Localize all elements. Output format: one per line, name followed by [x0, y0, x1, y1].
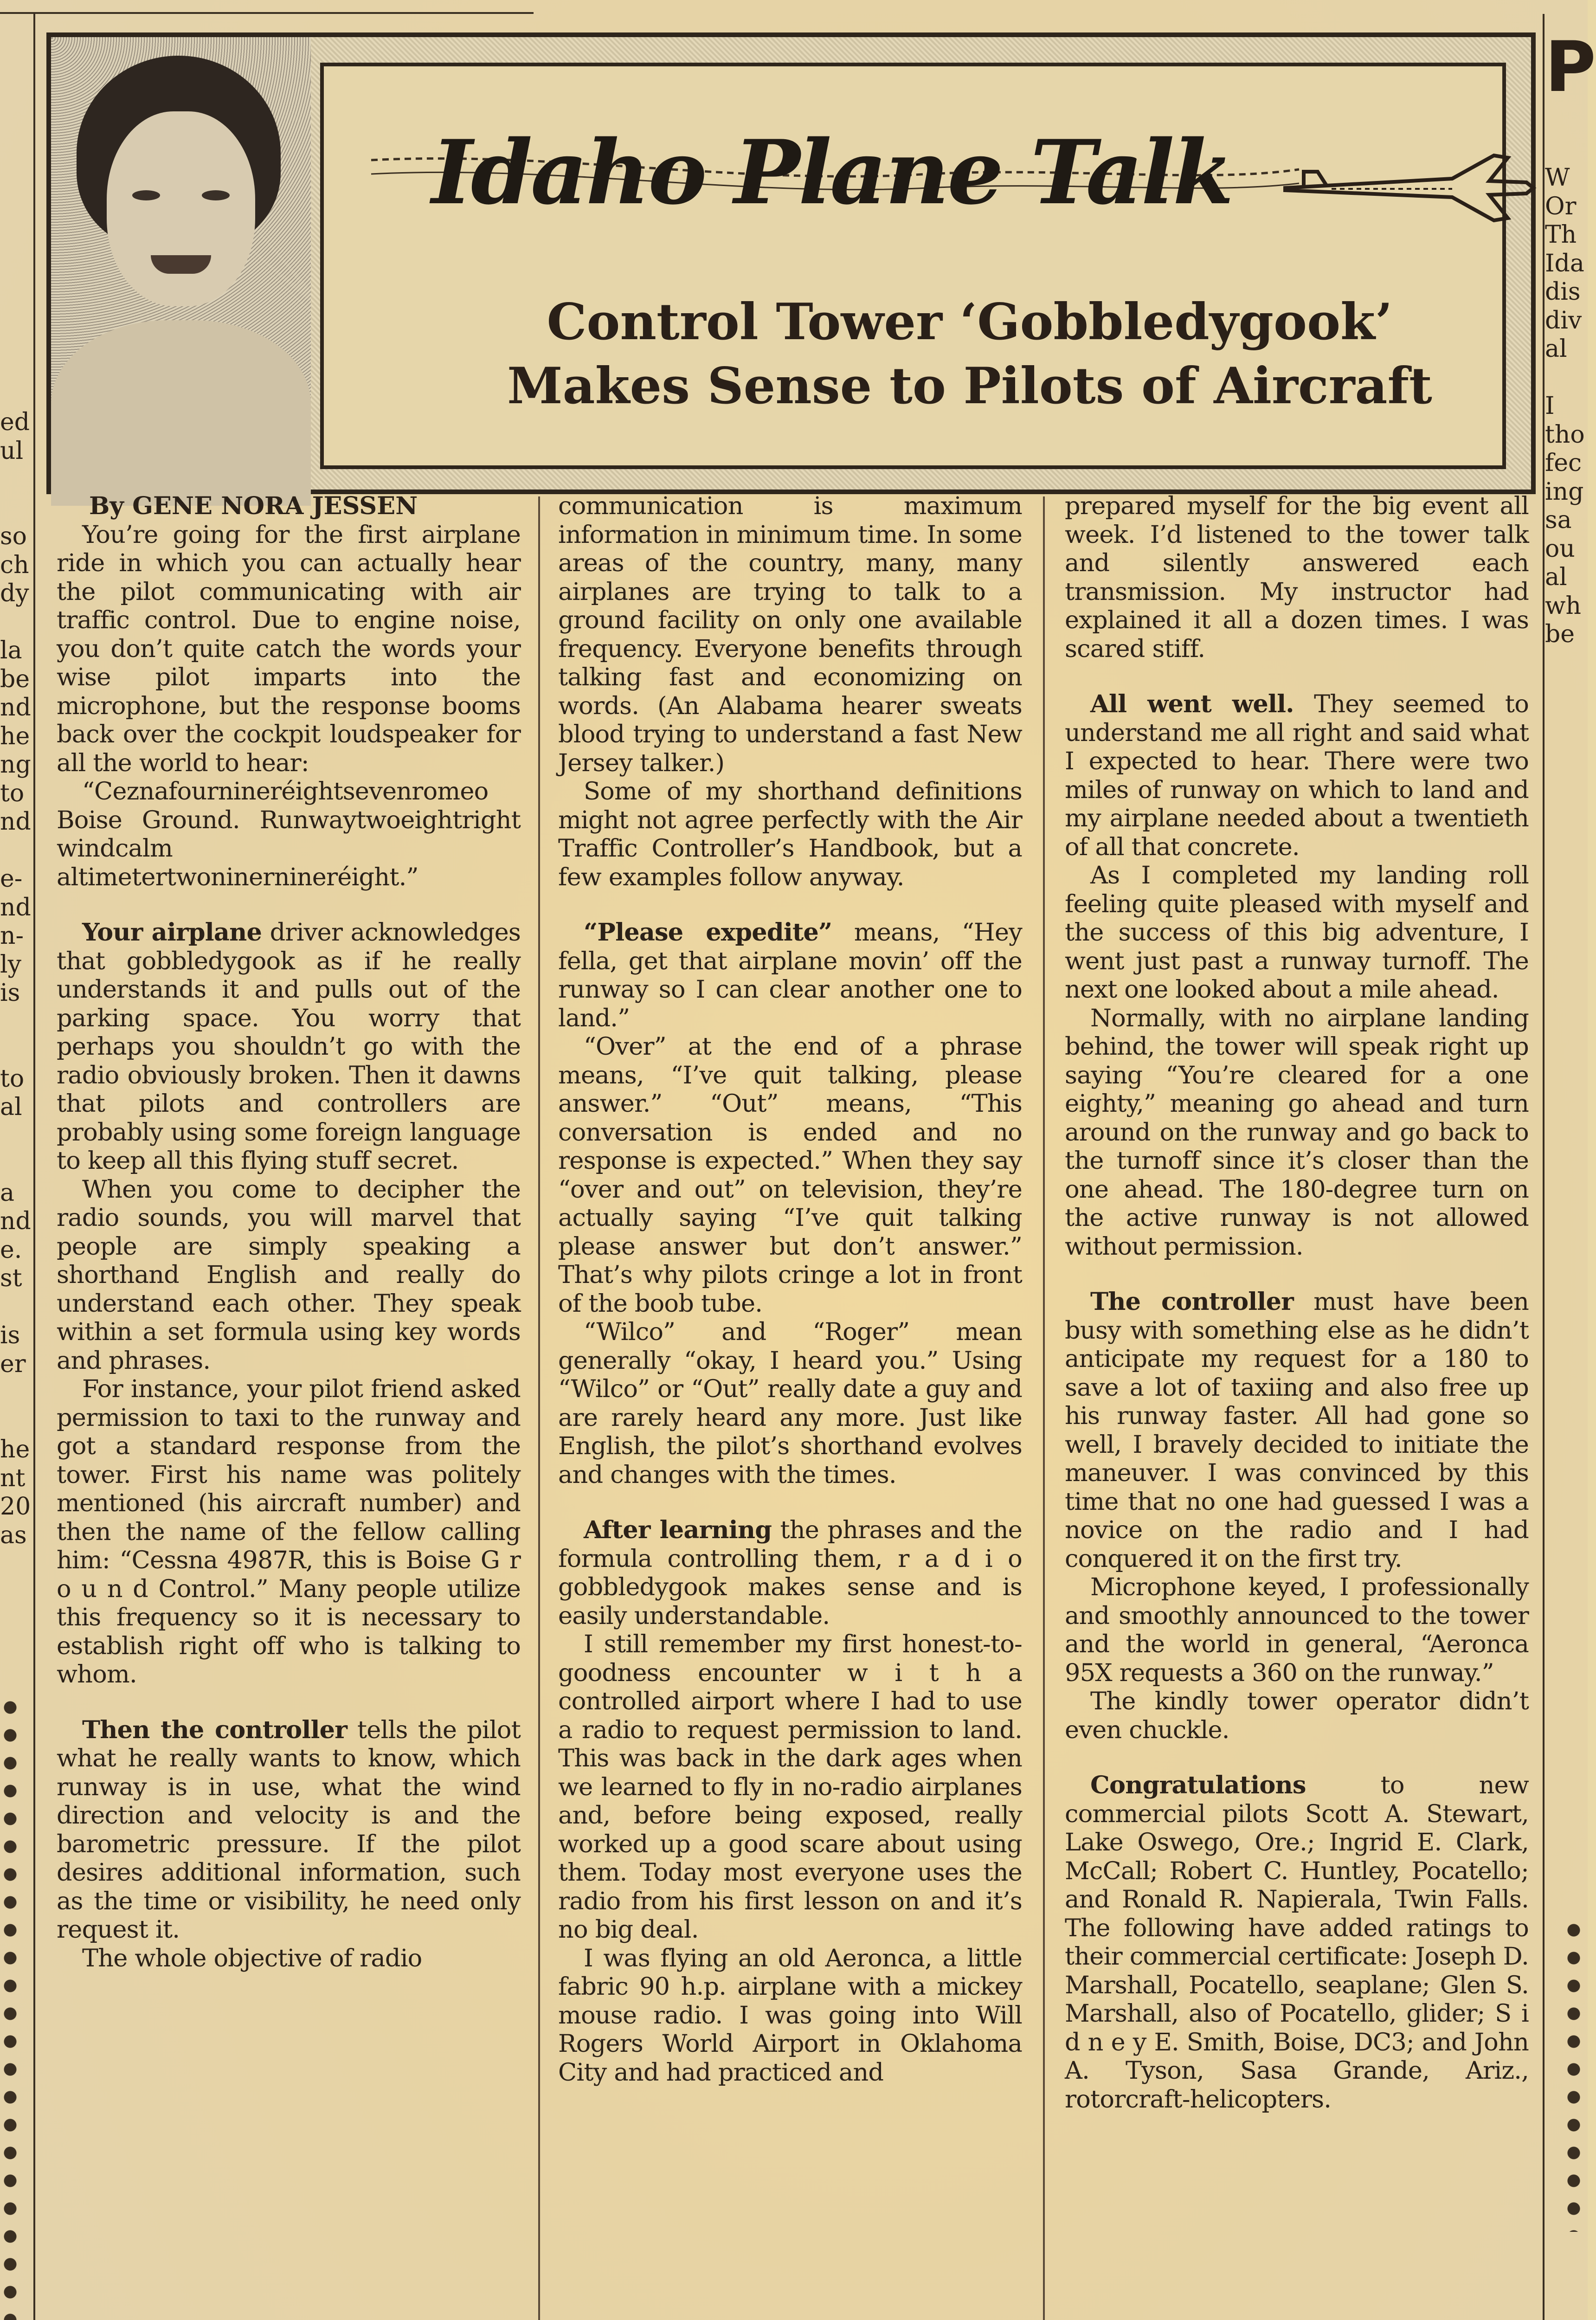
col3-paragraph-6: Microphone keyed, I professionally and smoothly announced to the tower and the world in general, “Aeronca 95X requests a 360 on the runway.”	[1065, 1573, 1529, 1687]
col3-paragraph-1: prepared myself for the big event all week. I’d listened to the tower talk and silently answered each transmission. My instructor had explained it all a dozen times. I was scared stiff.	[1065, 492, 1529, 663]
adjacent-column-right-fragment	[1545, 27, 1596, 649]
left-fragment-line: nd	[0, 1207, 31, 1235]
col3-paragraph-2-text: They seemed to understand me all right and said what I expected to hear. There were two miles of runway on which to land and my airplane needed about a twentieth of all that concrete.	[1065, 690, 1529, 861]
col2-paragraph-1: communication is maximum information in minimum time. In some areas of the country, many, many airplanes are trying to talk to a ground facility on only one available frequency. Everyone benefits through talking fast and economizing on words. (An Alabama hearer sweats blood trying to understand a fast New Jersey talker.)	[558, 492, 1022, 777]
left-fragment-line: n-	[0, 922, 24, 950]
right-fragment-line: I	[1545, 392, 1555, 420]
left-fragment-line: is	[0, 979, 20, 1007]
right-fragment-line: be	[1545, 620, 1575, 648]
left-fragment-line: ed	[0, 408, 30, 436]
right-fragment-line	[1545, 364, 1588, 393]
col3-lead-in-3: Congratulations	[1090, 1771, 1306, 1799]
col3-paragraph-5-text: must have been busy with something else as he didn’t anticipate my request for a 180 to save a lot of taxiing and also free up his runway faster. All had gone so well, I bravely decided to initiate the maneuver. I was convinced by this time that no one had guessed I was a novice on the radio and I had conquered it on the first try.	[1065, 1288, 1529, 1573]
col1-paragraph-4: When you come to decipher the radio sounds, you will marvel that people are simply speaking a shorthand English and really do understand each other. They speak within a set formula using key words and phrases.	[57, 1175, 521, 1375]
right-fragment-line: div	[1545, 306, 1582, 335]
left-fragment-line	[0, 1293, 33, 1322]
left-fragment-line: he	[0, 722, 30, 750]
article-headline	[459, 290, 1480, 418]
col1-lead-in: Your airplane	[82, 918, 262, 947]
adjacent-column-left-fragment	[0, 408, 33, 1550]
col1-lead-in-2: Then the controller	[82, 1715, 348, 1744]
col1-paragraph-3-text: driver acknowledges that gobbledygook as if he really understands it and pulls out of the parking space. You worry that perhaps you shouldn’t go with the radio obviously broken. Then it dawns that pilots and controllers are probably using some foreign language to keep all this flying stuff secret.	[57, 918, 521, 1175]
col1-paragraph-6	[57, 1716, 521, 1944]
left-fragment-line	[0, 1379, 33, 1407]
headline-line-1: Control Tower ‘Gobbledygook’	[547, 293, 1393, 351]
left-column-rule	[33, 14, 35, 2320]
decorative-dot-border-right	[1564, 1916, 1583, 2232]
byline: By GENE NORA JESSEN	[89, 492, 418, 520]
col3-lead-in: All went well.	[1090, 690, 1294, 718]
left-fragment-line: a	[0, 1179, 15, 1207]
left-fragment-line: st	[0, 1264, 22, 1292]
column-divider-2	[1043, 496, 1045, 2320]
right-column-rule	[1543, 14, 1545, 2320]
col2-paragraph-6	[558, 1516, 1022, 1630]
left-fragment-line: er	[0, 1350, 26, 1378]
column-masthead-title: Idaho Plane Talk	[431, 121, 1232, 224]
decorative-dot-border-left	[1, 1694, 19, 2320]
right-fragment-line: Ida	[1545, 249, 1584, 277]
right-fragment-line: fec	[1545, 449, 1582, 477]
right-fragment-line: ing	[1545, 477, 1584, 506]
left-fragment-line: la	[0, 637, 22, 664]
left-fragment-line: ul	[0, 437, 24, 465]
left-fragment-line: e.	[0, 1236, 22, 1264]
left-fragment-line: dy	[0, 580, 29, 607]
left-fragment-line	[0, 608, 33, 637]
left-fragment-line: nd	[0, 893, 31, 922]
headline-line-2: Makes Sense to Pilots of Aircraft	[507, 357, 1432, 415]
left-fragment-line	[0, 1407, 33, 1436]
right-fragment-line: ou	[1545, 535, 1575, 563]
left-fragment-line	[0, 1150, 33, 1179]
left-fragment-line: so	[0, 522, 27, 550]
left-fragment-line	[0, 1122, 33, 1151]
left-fragment-line: as	[0, 1521, 27, 1549]
col3-paragraph-2	[1065, 690, 1529, 861]
left-fragment-line: nd	[0, 808, 31, 836]
left-fragment-line: to	[0, 1064, 25, 1093]
left-fragment-line: is	[0, 1321, 20, 1349]
col2-paragraph-3	[558, 918, 1022, 1032]
left-fragment-line: 20	[0, 1493, 31, 1521]
col2-paragraph-5: “Wilco” and “Roger” mean generally “okay, I heard you.” Using “Wilco” or “Out” really date a guy and are rarely heard any more. Just like English, the pilot’s shorthand evolves and changes with the times.	[558, 1318, 1022, 1489]
col3-paragraph-3: As I completed my landing roll feeling quite pleased with myself and the success of this big adventure, I went just past a runway turnoff. The next one looked about a mile ahead.	[1065, 861, 1529, 1004]
right-fragment-line: Or	[1545, 192, 1577, 220]
article-column-3	[1065, 492, 1529, 2114]
right-fragment-line: wh	[1545, 592, 1581, 620]
right-column-headline-fragment: P	[1545, 27, 1596, 108]
col1-paragraph-3	[57, 918, 521, 1175]
col1-paragraph-6-text: tells the pilot what he really wants to know, which runway is in use, what the wind direction and velocity is and the barometric pressure. If the pilot desires additional information, such as the time or visibility, he need only request it.	[57, 1715, 521, 1944]
col1-paragraph-1: You’re going for the first airplane ride in which you can actually hear the pilot communicating with air traffic control. Due to engine noise, you don’t quite catch the words your wise pilot imparts into the microphone, but the response booms back over the cockpit loudspeaker for all the world to hear:	[57, 520, 521, 777]
left-fragment-line: ch	[0, 551, 29, 579]
col2-lead-in-2: After learning	[584, 1516, 772, 1544]
airplane-icon	[1276, 128, 1536, 239]
column-divider-1	[538, 496, 540, 2320]
col2-paragraph-3-text: means, “Hey fella, get that airplane movin’ off the runway so I can clear another one to land.”	[558, 918, 1022, 1032]
col2-paragraph-7: I still remember my first honest-to-goodness encounter w i t h a controlled airport where I had to use a radio to request permission to land. This was back in the dark ages when we learned to fly in no-radio airplanes and, before being exposed, really worked up a good scare about using them. Today most everyone uses the radio from his first lesson on and it’s no big deal.	[558, 1630, 1022, 1944]
left-fragment-line	[0, 1036, 33, 1065]
right-fragment-line	[1545, 107, 1588, 135]
left-fragment-line	[0, 494, 33, 523]
col1-paragraph-5: For instance, your pilot friend asked permission to taxi to the runway and got a standard response from the tower. First his name was politely mentioned (his aircraft number) and then the name of the fellow calling him: “Cessna 4987R, this is Boise G r o u n d Control.” Many people utilize this frequency so it is necessary to establish right off who is talking to whom.	[57, 1375, 521, 1688]
article-header-box	[46, 32, 1536, 494]
left-fragment-line: ng	[0, 751, 31, 779]
left-fragment-line	[0, 1008, 33, 1037]
col2-paragraph-8: I was flying an old Aeronca, a little fabric 90 h.p. airplane with a mickey mouse radio. I was going into Will Rogers World Airport in Oklahoma City and had practiced and	[558, 1944, 1022, 2087]
col3-paragraph-5	[1065, 1288, 1529, 1573]
left-fragment-line	[0, 837, 33, 865]
col1-paragraph-2: “Ceznafournineréightsevenromeo Boise Ground. Runwaytwoeightright windcalm altimetertwoninernineréight.”	[57, 777, 521, 891]
right-fragment-line	[1545, 135, 1588, 164]
col3-paragraph-8-text: to new commercial pilots Scott A. Stewart, Lake Oswego, Ore.; Ingrid E. Clark, McCall; Robert C. Huntley, Pocatello; and Ronald R. Napierala, Twin Falls. The following have added ratings to their commercial certificate: Joseph D. Marshall, Pocatello, seaplane; Glen S. Marshall, also of Pocatello, glider; S i d n e y E. Smith, Boise, DC3; and John A. Tyson, Sasa Grande, Ariz., rotorcraft-helicopters.	[1065, 1771, 1529, 2114]
left-fragment-line: to	[0, 779, 25, 807]
right-fragment-line: al	[1545, 563, 1567, 591]
right-fragment-line: tho	[1545, 420, 1585, 449]
right-fragment-line: dis	[1545, 278, 1581, 306]
col3-paragraph-7: The kindly tower operator didn’t even chuckle.	[1065, 1687, 1529, 1744]
col3-paragraph-4: Normally, with no airplane landing behind, the tower will speak right up saying “You’re cleared for a one eighty,” meaning go ahead and turn around on the runway and go back to the turnoff since it’s closer than the one ahead. The 180-degree turn on the active runway is not allowed without permission.	[1065, 1004, 1529, 1261]
col3-lead-in-2: The controller	[1090, 1288, 1294, 1316]
author-portrait-photo	[51, 37, 311, 490]
left-fragment-line: nd	[0, 694, 31, 722]
right-fragment-line: W	[1545, 164, 1570, 192]
right-fragment-line: sa	[1545, 506, 1572, 534]
col2-paragraph-6-text: the phrases and the formula controlling them, r a d i o gobbledygook makes sense and is easily understandable.	[558, 1516, 1023, 1630]
col2-paragraph-2: Some of my shorthand definitions might not agree perfectly with the Air Traffic Controller’s Handbook, but a few examples follow anyway.	[558, 777, 1022, 891]
left-fragment-line: al	[0, 1093, 22, 1121]
left-fragment-line: be	[0, 665, 30, 693]
col2-paragraph-4: “Over” at the end of a phrase means, “I’ve quit talking, please answer.” “Out” means, “This conversation is ended and no response is expected.” When they say “over and out” on television, they’re actually saying “I’ve quit talking please answer but don’t answer.” That’s why pilots cringe a lot in front of the boob tube.	[558, 1032, 1022, 1318]
article-column-2	[558, 492, 1022, 2087]
col2-lead-in: “Please expedite”	[584, 918, 832, 947]
left-fragment-line: e-	[0, 865, 23, 893]
left-fragment-line: nt	[0, 1464, 26, 1492]
left-fragment-line: ly	[0, 950, 22, 979]
left-fragment-line: he	[0, 1436, 30, 1463]
article-column-1	[57, 492, 521, 1972]
right-fragment-line: Th	[1545, 221, 1577, 249]
left-fragment-line	[0, 465, 33, 494]
top-rule	[0, 12, 534, 14]
col1-paragraph-7: The whole objective of radio	[82, 1944, 422, 1972]
right-column-text-fragment	[1545, 107, 1588, 649]
right-fragment-line: al	[1545, 335, 1567, 363]
col3-paragraph-8	[1065, 1771, 1529, 2114]
